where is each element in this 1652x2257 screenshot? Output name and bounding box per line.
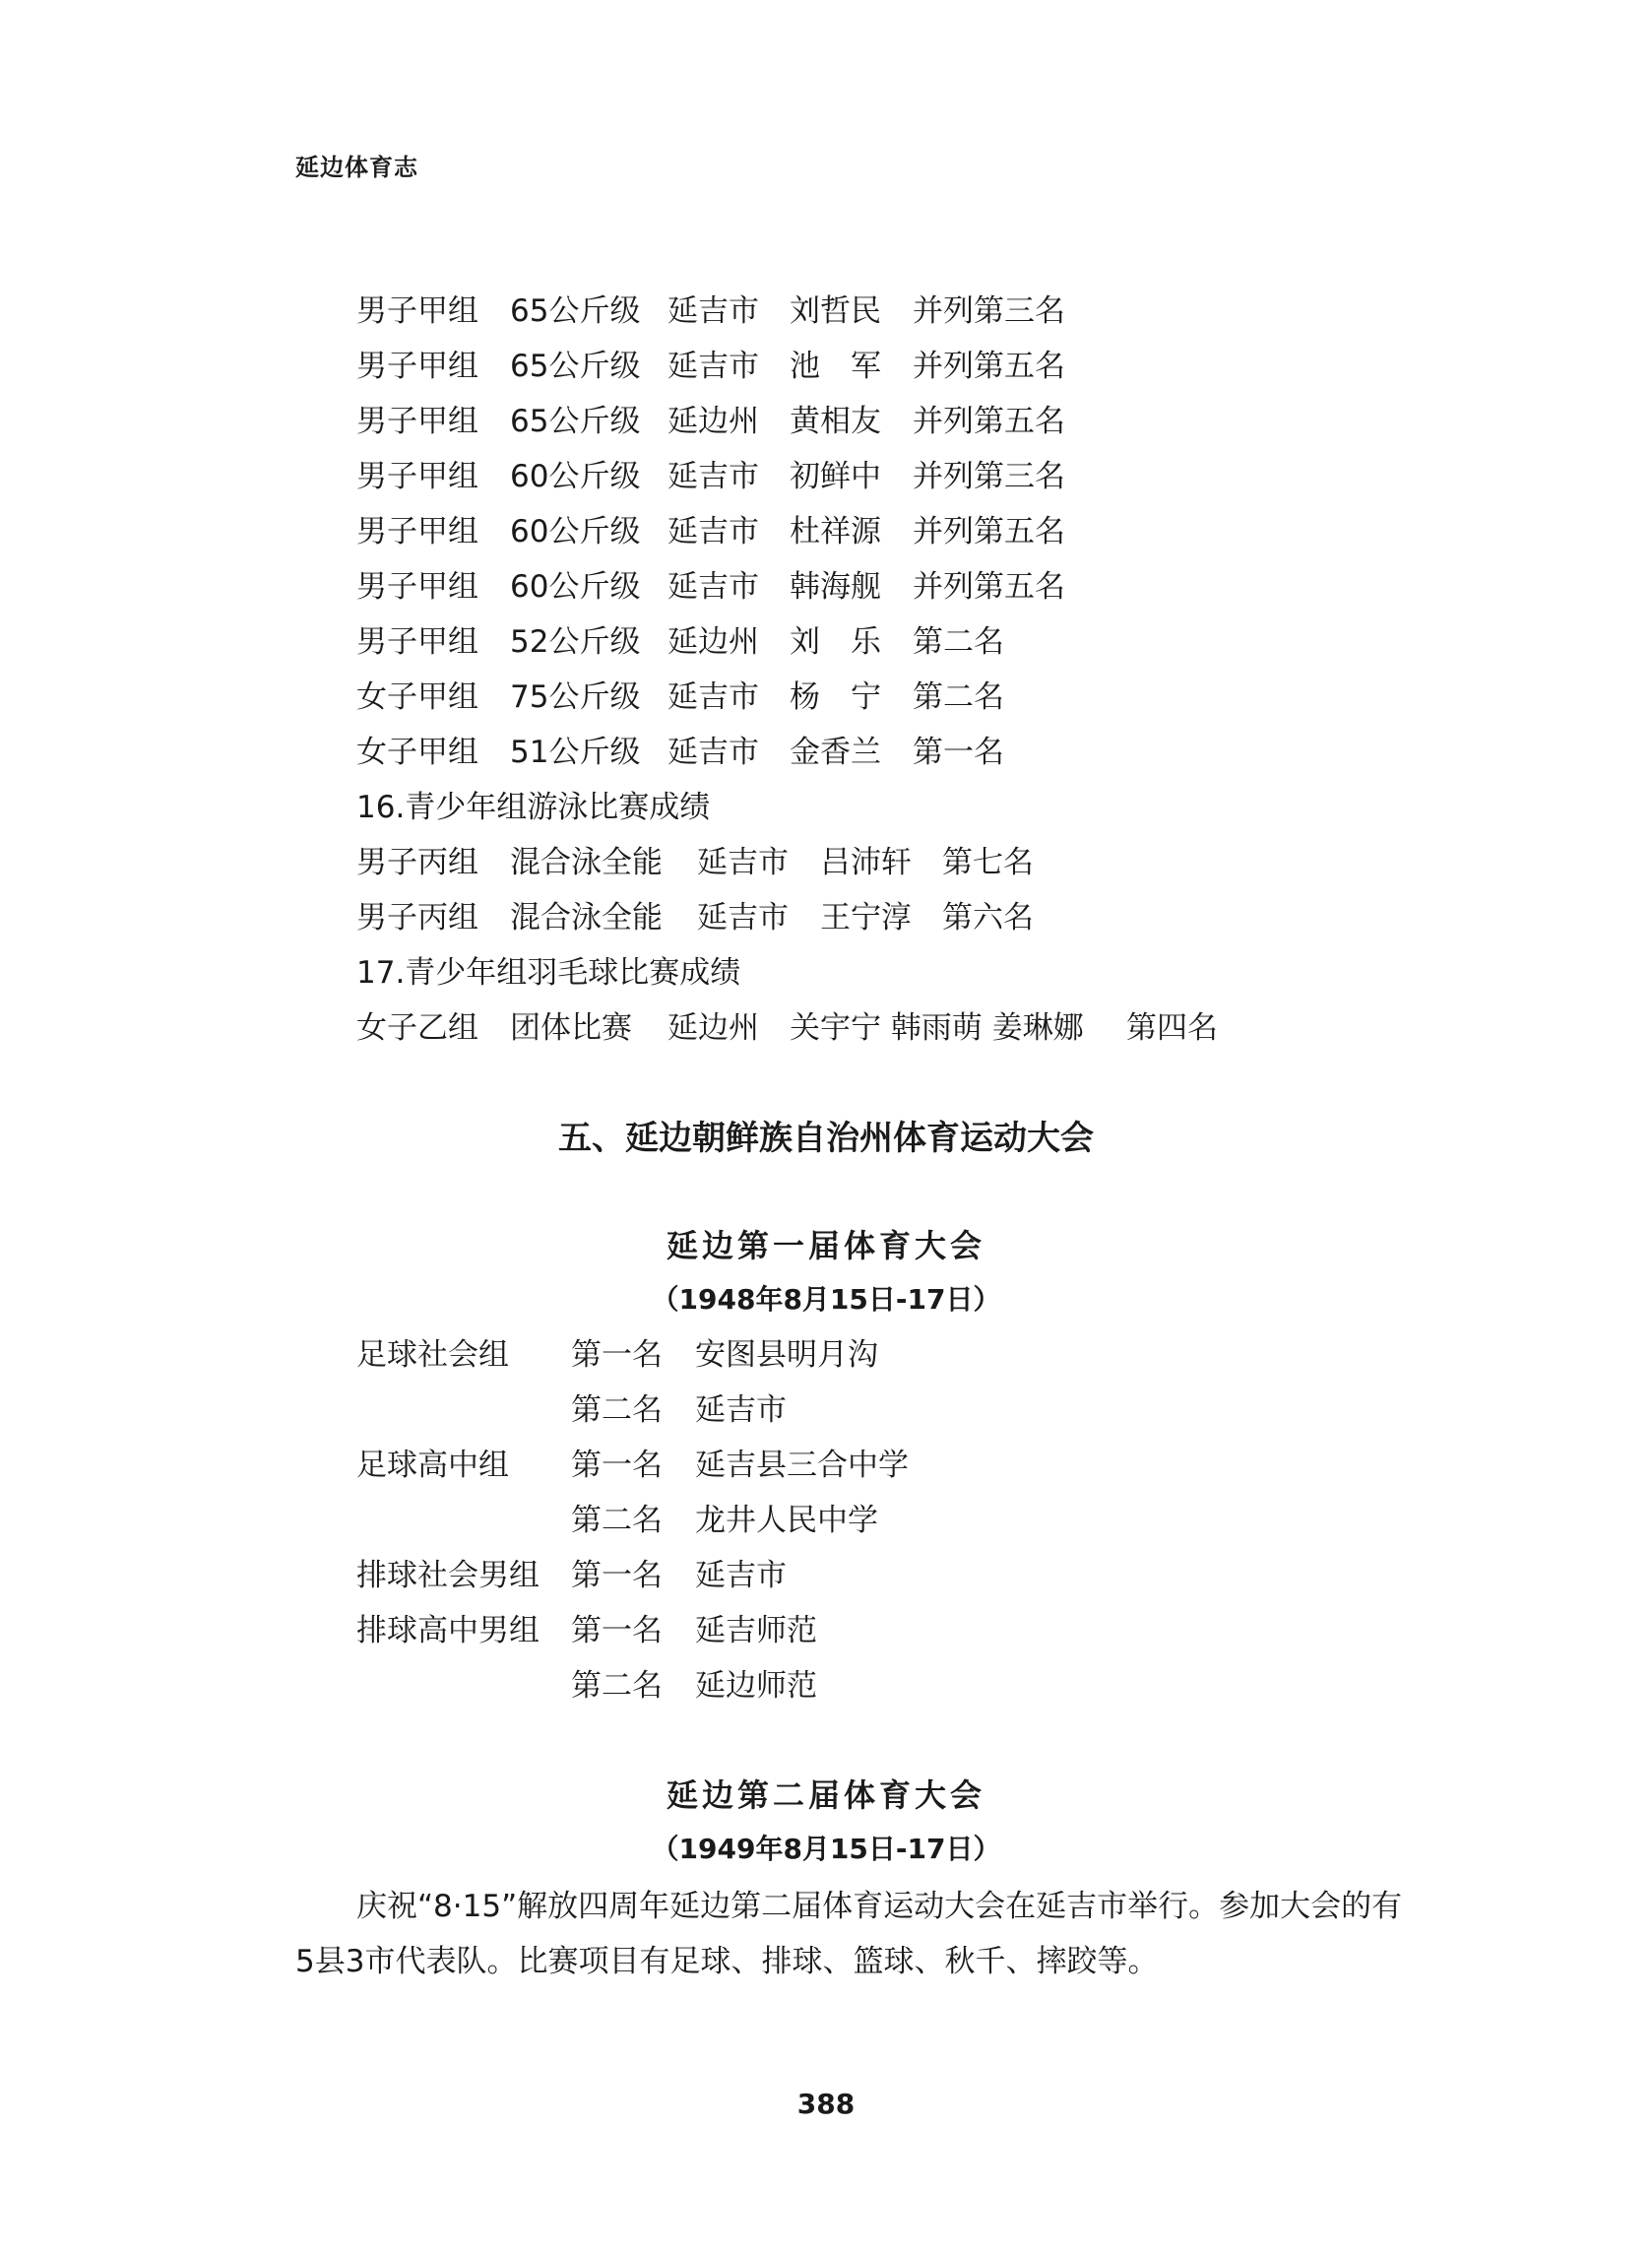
running-header: 延边体育志 (295, 154, 418, 181)
result-cell: 男子甲组 (356, 514, 478, 549)
page-number: 388 (796, 2088, 856, 2120)
result-cell: 团体比赛 (510, 1010, 632, 1046)
result-cell: 吕沛轩 (820, 845, 912, 880)
result-cell: 男子甲组 (356, 569, 478, 605)
result-cell: 65公斤级 (510, 404, 641, 439)
result-cell: 初鲜中 (790, 459, 881, 494)
result-cell: 第二名 (571, 1503, 663, 1538)
result-cell: 第二名 (913, 624, 1004, 660)
result-cell: 65公斤级 (510, 349, 641, 384)
result-cell: 第二名 (571, 1392, 663, 1428)
result-cell: 足球社会组 (356, 1337, 509, 1373)
result-cell: 关宇宁 韩雨萌 姜琳娜 (790, 1010, 1084, 1046)
result-cell: 龙井人民中学 (695, 1503, 878, 1538)
result-cell: 延边师范 (695, 1668, 817, 1704)
result-cell: 延吉市 (697, 900, 789, 935)
result-cell: 女子甲组 (356, 735, 478, 770)
result-cell: 延吉师范 (695, 1613, 817, 1648)
result-cell: 女子乙组 (356, 1010, 478, 1046)
result-cell: 延吉县三合中学 (695, 1448, 909, 1483)
result-cell: 并列第三名 (913, 293, 1065, 329)
result-cell: 延吉市 (667, 514, 759, 549)
result-cell: 延边州 (667, 404, 759, 439)
paragraph-line: 庆祝“8·15”解放四周年延边第二届体育运动大会在延吉市举行。参加大会的有 (356, 1889, 1403, 1924)
result-cell: 刘哲民 (790, 293, 881, 329)
result-cell: 第一名 (571, 1337, 663, 1373)
result-cell: 第四名 (1126, 1010, 1218, 1046)
result-cell: 75公斤级 (510, 679, 641, 715)
result-cell: 51公斤级 (510, 735, 641, 770)
result-cell: 延吉市 (695, 1392, 787, 1428)
result-cell: 延吉市 (667, 459, 759, 494)
result-cell: 混合泳全能 (510, 900, 663, 935)
result-cell: 女子甲组 (356, 679, 478, 715)
result-cell: 第六名 (942, 900, 1034, 935)
result-cell: 第七名 (942, 845, 1034, 880)
result-cell: 延吉市 (667, 679, 759, 715)
result-cell: 第一名 (571, 1613, 663, 1648)
paragraph-line: 5县3市代表队。比赛项目有足球、排球、篮球、秋千、摔跤等。 (295, 1944, 1159, 1979)
result-cell: 第一名 (571, 1448, 663, 1483)
result-cell: 足球高中组 (356, 1448, 509, 1483)
section-title: 五、延边朝鲜族自治州体育运动大会 (558, 1119, 1094, 1158)
result-cell: 池 军 (790, 349, 881, 384)
result-cell: 刘 乐 (790, 624, 881, 660)
result-cell: 男子丙组 (356, 845, 478, 880)
badminton-heading-text: 17.青少年组羽毛球比赛成绩 (356, 955, 741, 991)
result-cell: 男子甲组 (356, 459, 478, 494)
swim-heading-text: 16.青少年组游泳比赛成绩 (356, 790, 711, 825)
result-cell: 男子丙组 (356, 900, 478, 935)
result-cell: 并列第五名 (913, 514, 1065, 549)
result-cell: 延吉市 (697, 845, 789, 880)
result-cell: 安图县明月沟 (695, 1337, 878, 1373)
result-cell: 第一名 (571, 1558, 663, 1593)
result-cell: 60公斤级 (510, 514, 641, 549)
meet2-title: 延边第二届体育大会 (666, 1776, 985, 1814)
result-cell: 延吉市 (667, 293, 759, 329)
result-cell: 黄相友 (790, 404, 881, 439)
result-cell: 60公斤级 (510, 459, 641, 494)
result-cell: 并列第五名 (913, 404, 1065, 439)
result-cell: 60公斤级 (510, 569, 641, 605)
result-cell: 韩海舰 (790, 569, 881, 605)
result-cell: 排球高中男组 (356, 1613, 540, 1648)
result-cell: 延吉市 (667, 349, 759, 384)
result-cell: 并列第三名 (913, 459, 1065, 494)
result-cell: 排球社会男组 (356, 1558, 540, 1593)
result-cell: 并列第五名 (913, 349, 1065, 384)
result-cell: 延吉市 (667, 569, 759, 605)
result-cell: 延边州 (667, 1010, 759, 1046)
result-cell: 第一名 (913, 735, 1004, 770)
result-cell: 延边州 (667, 624, 759, 660)
result-cell: 杨 宁 (790, 679, 881, 715)
result-cell: 男子甲组 (356, 624, 478, 660)
result-cell: 男子甲组 (356, 349, 478, 384)
result-cell: 第二名 (571, 1668, 663, 1704)
result-cell: 52公斤级 (510, 624, 641, 660)
result-cell: 金香兰 (790, 735, 881, 770)
result-cell: 男子甲组 (356, 293, 478, 329)
meet2-paragraph (295, 1879, 1477, 1989)
result-cell: 延吉市 (667, 735, 759, 770)
meet1-date: （1948年8月15日-17日） (651, 1283, 1001, 1316)
result-cell: 杜祥源 (790, 514, 881, 549)
result-cell: 第二名 (913, 679, 1004, 715)
result-cell: 并列第五名 (913, 569, 1065, 605)
result-cell: 男子甲组 (356, 404, 478, 439)
meet2-date: （1949年8月15日-17日） (651, 1833, 1001, 1865)
result-cell: 混合泳全能 (510, 845, 663, 880)
result-cell: 王宁淳 (820, 900, 912, 935)
meet1-title: 延边第一届体育大会 (666, 1227, 985, 1264)
result-cell: 65公斤级 (510, 293, 641, 329)
result-cell: 延吉市 (695, 1558, 787, 1593)
